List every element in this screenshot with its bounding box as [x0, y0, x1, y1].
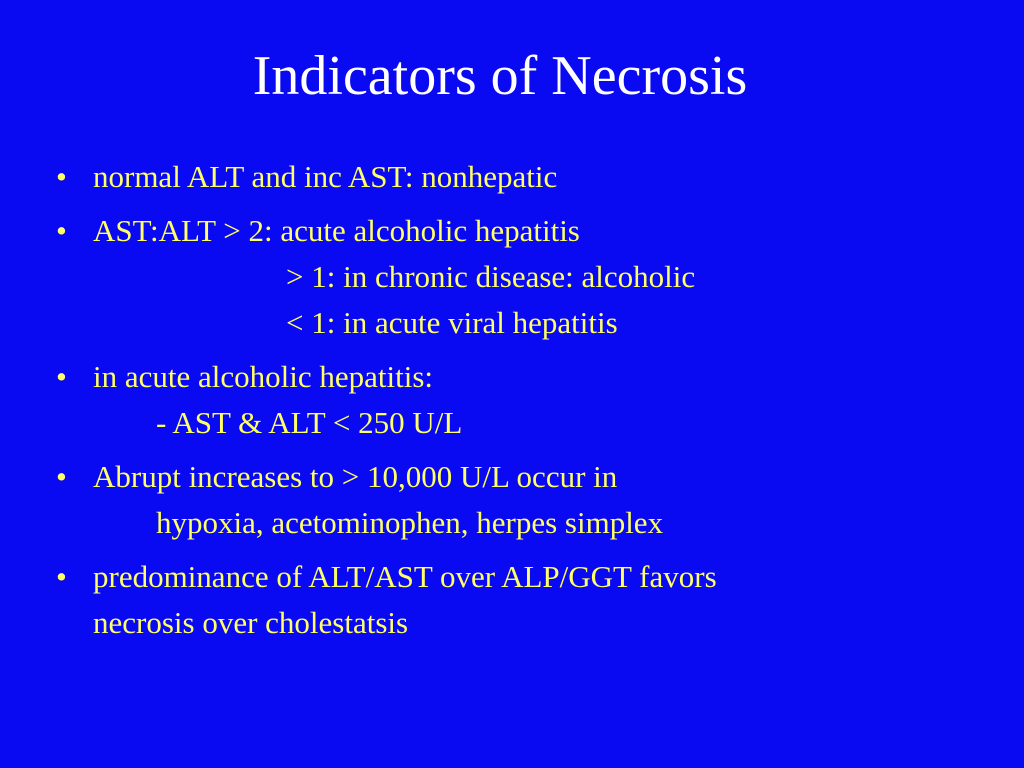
bullet-text: Abrupt increases to > 10,000 U/L occur in — [93, 459, 618, 494]
slide-title: Indicators of Necrosis — [252, 45, 748, 107]
bullet-subline: > 1: in chronic disease: alcoholic — [286, 259, 696, 294]
bullet-text: predominance of ALT/AST over ALP/GGT favors — [93, 559, 717, 594]
bullet-item-ast-alt-ratio — [0, 208, 1024, 346]
bullet-item-predominance — [0, 554, 1024, 646]
bullet-marker: • — [56, 359, 67, 394]
bullet-item-nonhepatic — [0, 154, 1024, 200]
bullet-item-acute-alcoholic — [0, 354, 1024, 446]
bullet-list — [0, 154, 1024, 654]
bullet-marker: • — [56, 559, 67, 594]
bullet-subline: < 1: in acute viral hepatitis — [286, 305, 618, 340]
bullet-text: normal ALT and inc AST: nonhepatic — [93, 159, 558, 194]
bullet-subline: - AST & ALT < 250 U/L — [156, 405, 463, 440]
bullet-text: in acute alcoholic hepatitis: — [93, 359, 434, 394]
bullet-text: AST:ALT > 2: acute alcoholic hepatitis — [93, 213, 580, 248]
bullet-text-continued: necrosis over cholestatsis — [93, 605, 409, 640]
bullet-marker: • — [56, 213, 67, 248]
bullet-subline: hypoxia, acetominophen, herpes simplex — [156, 505, 664, 540]
bullet-item-abrupt-increases — [0, 454, 1024, 546]
bullet-marker: • — [56, 459, 67, 494]
bullet-marker: • — [56, 159, 67, 194]
